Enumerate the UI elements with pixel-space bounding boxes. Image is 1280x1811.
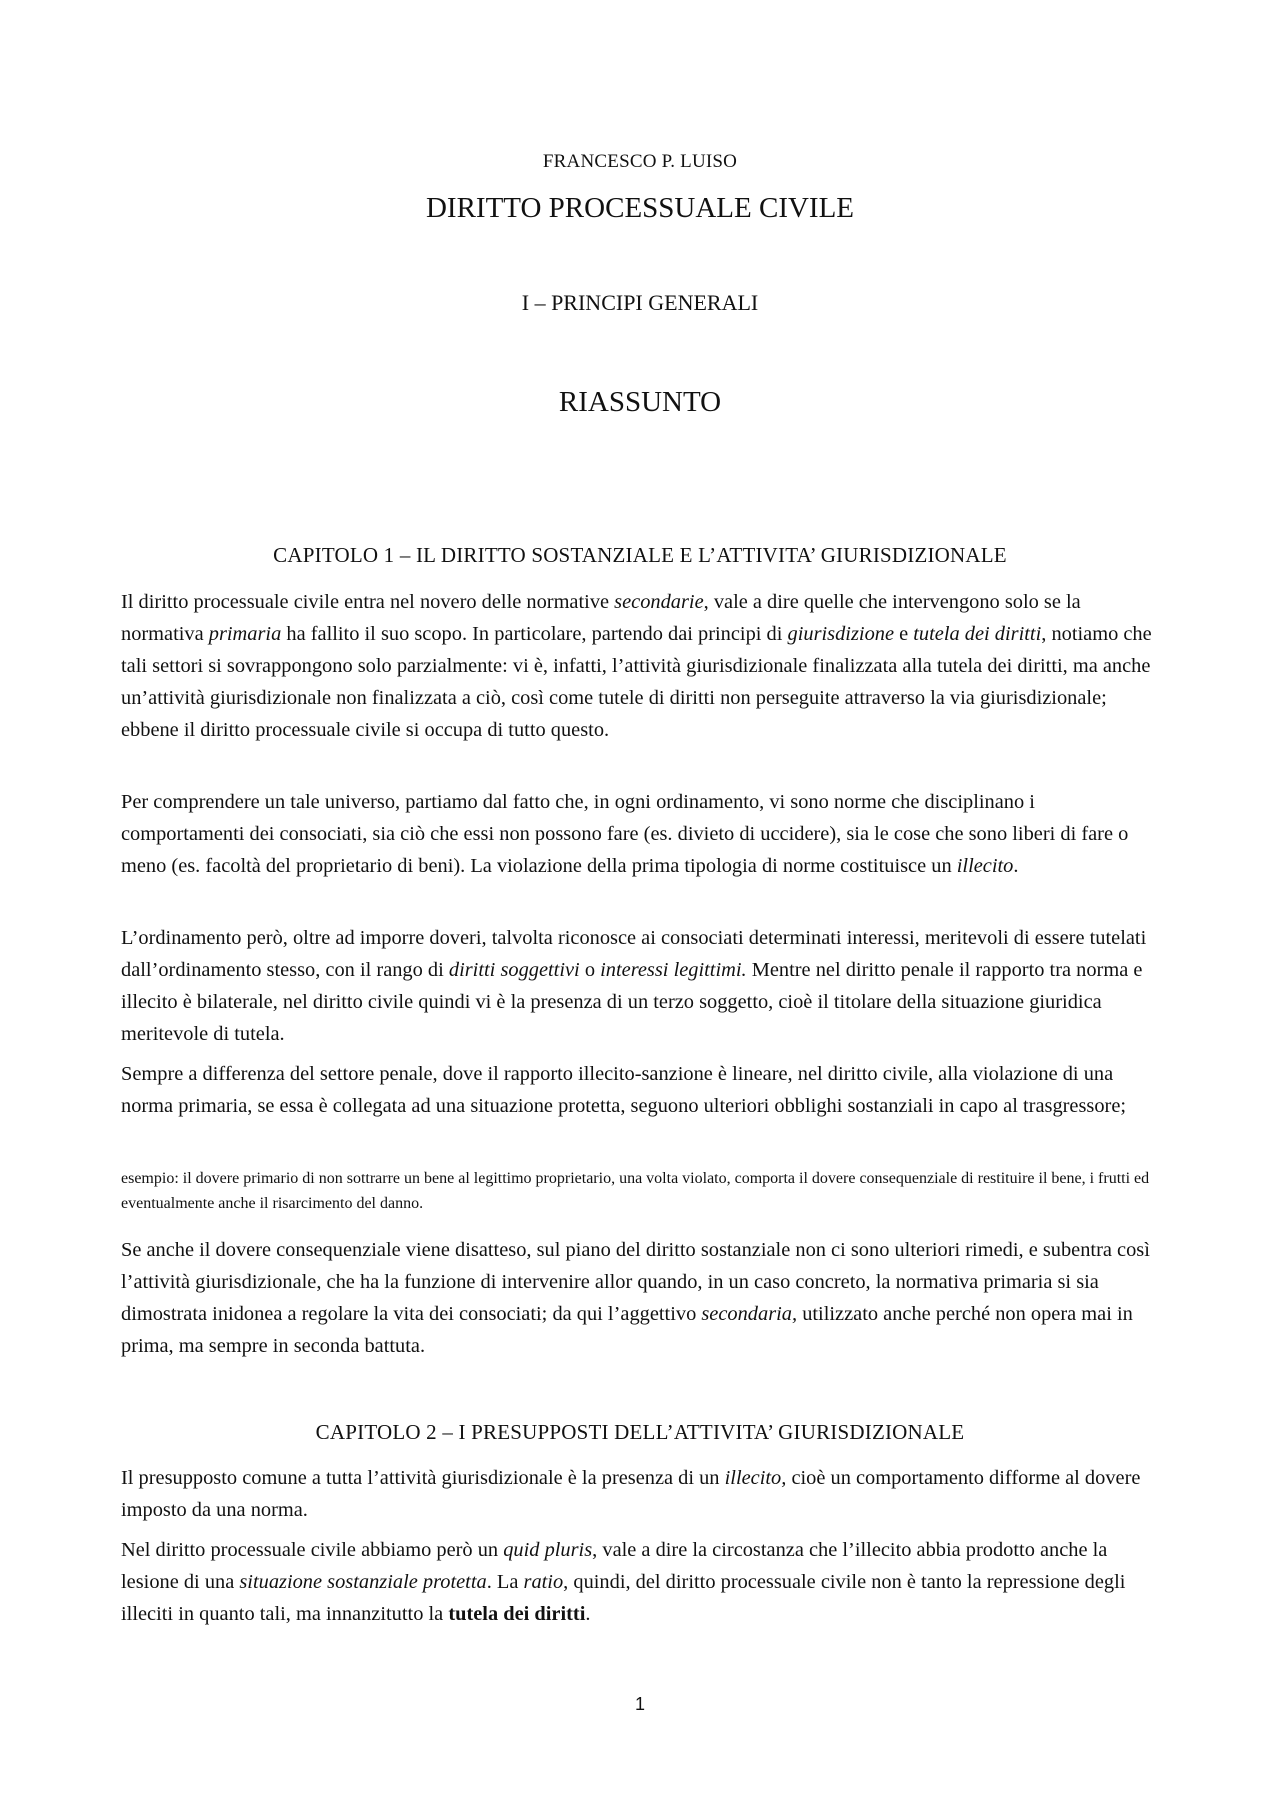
text-run: Il presupposto comune a tutta l’attività giurisdizionale è la presenza di un — [121, 1467, 725, 1489]
text-run: , vale a dire la circostanza che l’illecito abbia prodotto anche la lesione di una — [121, 1539, 1108, 1593]
chapter-2-paragraph-2 — [121, 1534, 1161, 1630]
text-run: e — [894, 623, 914, 645]
text-run: utilizzato anche perché non opera mai in prima, ma sempre in seconda battuta. — [121, 1303, 1133, 1357]
text-run: . — [1013, 855, 1019, 877]
author-name: FRANCESCO P. LUISO — [542, 151, 738, 172]
chapter-1-paragraph-3 — [121, 922, 1161, 1050]
chapter-2-heading: CAPITOLO 2 – I PRESUPPOSTI DELL’ATTIVITA’ GIURISDIZIONALE — [315, 1420, 965, 1444]
chapter-1-paragraph-1 — [121, 586, 1161, 746]
emphasis: secondaria, — [701, 1303, 798, 1325]
emphasis: primaria — [208, 623, 282, 645]
emphasis: secondarie — [614, 591, 704, 613]
summary-heading: RIASSUNTO — [558, 386, 722, 418]
emphasis: illecito — [956, 855, 1014, 877]
text-run: o — [579, 959, 601, 981]
text-run: . — [585, 1603, 591, 1625]
emphasis: giurisdizione — [787, 623, 895, 645]
chapter-1-paragraph-6 — [121, 1234, 1161, 1362]
emphasis: illecito, — [724, 1467, 787, 1489]
text-run: Se anche il dovere consequenziale viene disatteso, sul piano del diritto sostanziale non ci sono ulteriori rimedi, e subentra così l’attività giurisdizionale, che ha la funzione di intervenire allor quando, in un caso concreto, la normativa primaria si sia dimostrata inidonea a regolare la vita dei consociati; da qui l’aggettivo — [121, 1239, 1150, 1325]
emphasis: ratio — [523, 1571, 564, 1593]
chapter-1-heading: CAPITOLO 1 – IL DIRITTO SOSTANZIALE E L’ATTIVITA’ GIURISDIZIONALE — [273, 543, 1007, 567]
text-run: , vale a dire quelle che intervengono solo se la normativa — [121, 591, 1081, 645]
text-run: , quindi, del diritto processuale civile non è tanto la repressione degli illeciti in quanto tali, ma innanzitutto la — [121, 1571, 1126, 1625]
volume-title: I – PRINCIPI GENERALI — [521, 290, 759, 315]
text-run: Il diritto processuale civile entra nel novero delle normative — [121, 591, 615, 613]
emphasis: quid pluris — [503, 1539, 593, 1561]
emphasis: diritti soggettivi — [448, 959, 580, 981]
text-run: Per comprendere un tale universo, partiamo dal fatto che, in ogni ordinamento, vi sono norme che disciplinano i comportamenti dei consociati, sia ciò che essi non possono fare (es. divieto di uccidere), sia le cose che sono liberi di fare o meno (es. facoltà del proprietario di beni). La violazione della prima tipologia di norme costituisce un — [121, 791, 1129, 877]
text-run: Nel diritto processuale civile abbiamo però un — [121, 1539, 504, 1561]
chapter-1-example-note: esempio: il dovere primario di non sottrarre un bene al legittimo proprietario, una volta violato, comporta il dovere consequenziale di restituire il bene, i frutti ed eventualmente anche il risarcimento del danno. — [121, 1170, 1150, 1212]
text-run: , notiamo che tali settori si sovrappongono solo parzialmente: vi è, infatti, l’attività giurisdizionale finalizzata alla tutela dei diritti, ma anche un’attività giurisdizionale non finalizzata a ciò, così come tutele di diritti non perseguite attraverso la via giurisdizionale; ebbene il diritto processuale civile si occupa di tutto questo. — [121, 623, 1152, 741]
emphasis: situazione sostanziale protetta — [239, 1571, 487, 1593]
chapter-1-paragraph-2 — [121, 786, 1161, 882]
bold-emphasis: tutela dei diritti — [448, 1603, 586, 1625]
emphasis: tutela dei diritti — [913, 623, 1042, 645]
text-run: L’ordinamento però, oltre ad imporre doveri, talvolta riconosce ai consociati determinati interessi, meritevoli di essere tutelati dall’ordinamento stesso, con il rango di — [121, 927, 1147, 981]
document-title: DIRITTO PROCESSUALE CIVILE — [425, 192, 855, 224]
text-run: cioè un comportamento difforme al dovere imposto da una norma. — [121, 1467, 1141, 1521]
chapter-1-paragraph-4: Sempre a differenza del settore penale, dove il rapporto illecito-sanzione è lineare, nel diritto civile, alla violazione di una norma primaria, se essa è collegata ad una situazione protetta, seguono ulteriori obblighi sostanziali in capo al trasgressore; — [121, 1063, 1127, 1117]
chapter-2-paragraph-1 — [121, 1462, 1161, 1526]
emphasis: interessi legittimi. — [600, 959, 747, 981]
text-run: ha fallito il suo scopo. In particolare, partendo dai principi di — [281, 623, 788, 645]
page-number: 1 — [634, 1694, 645, 1714]
text-run: . La — [486, 1571, 524, 1593]
text-run: Mentre nel diritto penale il rapporto tra norma e illecito è bilaterale, nel diritto civile quindi vi è la presenza di un terzo soggetto, cioè il titolare della situazione giuridica meritevole di tutela. — [121, 959, 1143, 1045]
